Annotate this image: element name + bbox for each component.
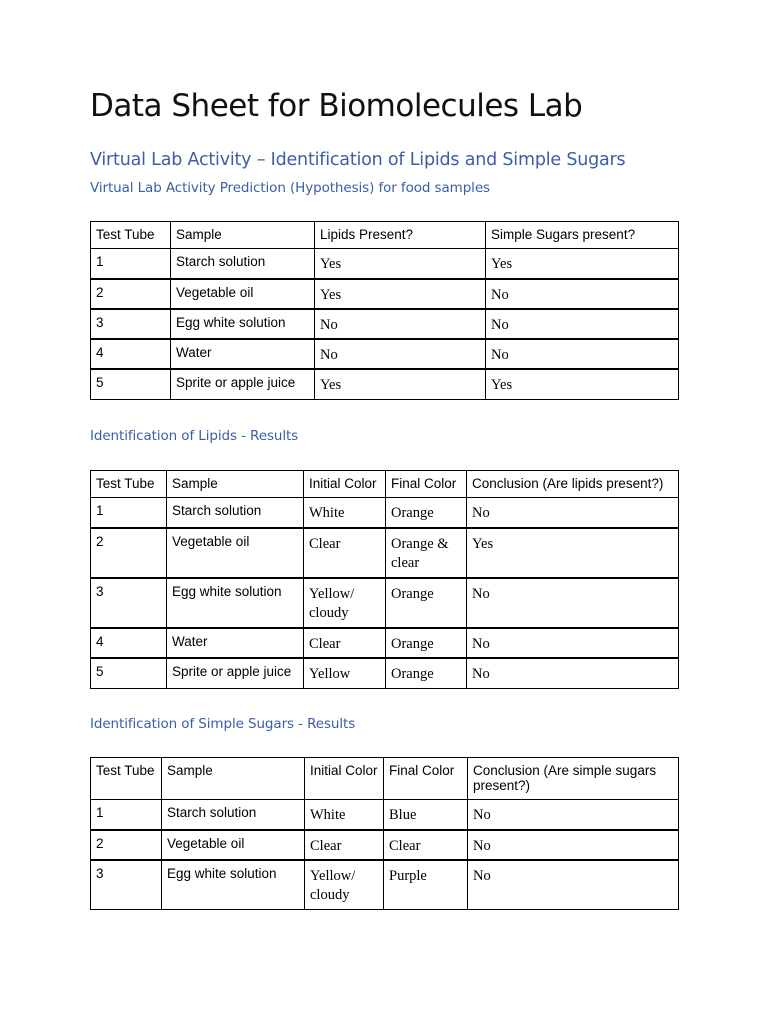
table-row <box>91 279 679 309</box>
table-cell: No <box>467 578 679 628</box>
table-cell: No <box>467 628 679 658</box>
table-cell: 1 <box>91 498 167 528</box>
table-cell: Clear <box>305 830 384 860</box>
table-cell: Clear <box>304 528 386 578</box>
table-cell: 1 <box>91 249 171 279</box>
table-cell: 3 <box>91 860 162 910</box>
table-row <box>91 498 679 528</box>
sugars-table <box>90 757 679 910</box>
table-cell: Orange <box>386 658 467 689</box>
header-cell: Conclusion (Are simple sugars present?) <box>468 758 679 800</box>
table-cell: 5 <box>91 658 167 689</box>
table-row <box>91 800 679 830</box>
table-cell: No <box>486 339 679 369</box>
table-cell: Egg white solution <box>162 860 305 910</box>
table-cell: Starch solution <box>162 800 305 830</box>
sugars-heading: Identification of Simple Sugars - Results <box>90 716 356 732</box>
table-cell: No <box>468 830 679 860</box>
table-cell: Clear <box>384 830 468 860</box>
table-cell: Egg white solution <box>171 309 315 339</box>
table-cell: Yes <box>486 249 679 279</box>
header-cell: Test Tube <box>91 471 167 498</box>
table-cell: Orange <box>386 628 467 658</box>
table-cell: No <box>468 800 679 830</box>
table-cell: No <box>486 279 679 309</box>
table-cell: No <box>467 658 679 689</box>
table-cell: Yes <box>315 369 486 400</box>
table-row <box>91 528 679 578</box>
table-cell: Yellow/ cloudy <box>305 860 384 910</box>
table-cell: 4 <box>91 339 171 369</box>
table-cell: Egg white solution <box>167 578 304 628</box>
table-row <box>91 339 679 369</box>
table-cell: No <box>315 309 486 339</box>
table-cell: Orange & clear <box>386 528 467 578</box>
header-cell: Sample <box>167 471 304 498</box>
table-cell: 1 <box>91 800 162 830</box>
table-cell: No <box>467 498 679 528</box>
header-cell: Conclusion (Are lipids present?) <box>467 471 679 498</box>
prediction-table <box>90 221 679 400</box>
table-cell: Yes <box>467 528 679 578</box>
table-cell: Yellow <box>304 658 386 689</box>
table-cell: Blue <box>384 800 468 830</box>
header-cell: Simple Sugars present? <box>486 222 679 249</box>
lipids-heading: Identification of Lipids - Results <box>90 428 299 444</box>
table-cell: Clear <box>304 628 386 658</box>
table-cell: Vegetable oil <box>162 830 305 860</box>
table-row <box>91 860 679 910</box>
table-row <box>91 309 679 339</box>
table-cell: Vegetable oil <box>171 279 315 309</box>
table-cell: Starch solution <box>171 249 315 279</box>
table-cell: 2 <box>91 279 171 309</box>
header-cell: Final Color <box>384 758 468 800</box>
table-row <box>91 628 679 658</box>
table-cell: Yes <box>486 369 679 400</box>
table-cell: Starch solution <box>167 498 304 528</box>
table-cell: Purple <box>384 860 468 910</box>
table-row <box>91 369 679 400</box>
table-cell: No <box>468 860 679 910</box>
header-cell: Test Tube <box>91 222 171 249</box>
table-cell: Sprite or apple juice <box>167 658 304 689</box>
header-cell: Sample <box>171 222 315 249</box>
table-row <box>91 830 679 860</box>
table-cell: Yellow/ cloudy <box>304 578 386 628</box>
header-cell: Lipids Present? <box>315 222 486 249</box>
table-row <box>91 249 679 279</box>
table-cell: White <box>304 498 386 528</box>
table-cell: Sprite or apple juice <box>171 369 315 400</box>
table-cell: No <box>315 339 486 369</box>
header-cell: Initial Color <box>305 758 384 800</box>
table-cell: Water <box>167 628 304 658</box>
table-cell: 2 <box>91 830 162 860</box>
table-cell: Yes <box>315 279 486 309</box>
table-cell: 2 <box>91 528 167 578</box>
table-row <box>91 658 679 689</box>
lipids-table <box>90 470 679 689</box>
table-cell: 3 <box>91 309 171 339</box>
header-cell: Initial Color <box>304 471 386 498</box>
table-header-row <box>91 222 679 249</box>
prediction-heading: Virtual Lab Activity Prediction (Hypothesis) for food samples <box>90 180 490 196</box>
table-cell: 5 <box>91 369 171 400</box>
table-cell: Water <box>171 339 315 369</box>
header-cell: Final Color <box>386 471 467 498</box>
table-cell: No <box>486 309 679 339</box>
table-header-row <box>91 758 679 800</box>
header-cell: Test Tube <box>91 758 162 800</box>
table-cell: Yes <box>315 249 486 279</box>
table-header-row <box>91 471 679 498</box>
page-title: Data Sheet for Biomolecules Lab <box>90 88 583 124</box>
table-cell: 4 <box>91 628 167 658</box>
table-row <box>91 578 679 628</box>
table-cell: Vegetable oil <box>167 528 304 578</box>
table-cell: Orange <box>386 578 467 628</box>
table-cell: White <box>305 800 384 830</box>
table-cell: Orange <box>386 498 467 528</box>
header-cell: Sample <box>162 758 305 800</box>
table-cell: 3 <box>91 578 167 628</box>
activity-subtitle: Virtual Lab Activity – Identification of Lipids and Simple Sugars <box>90 150 626 170</box>
